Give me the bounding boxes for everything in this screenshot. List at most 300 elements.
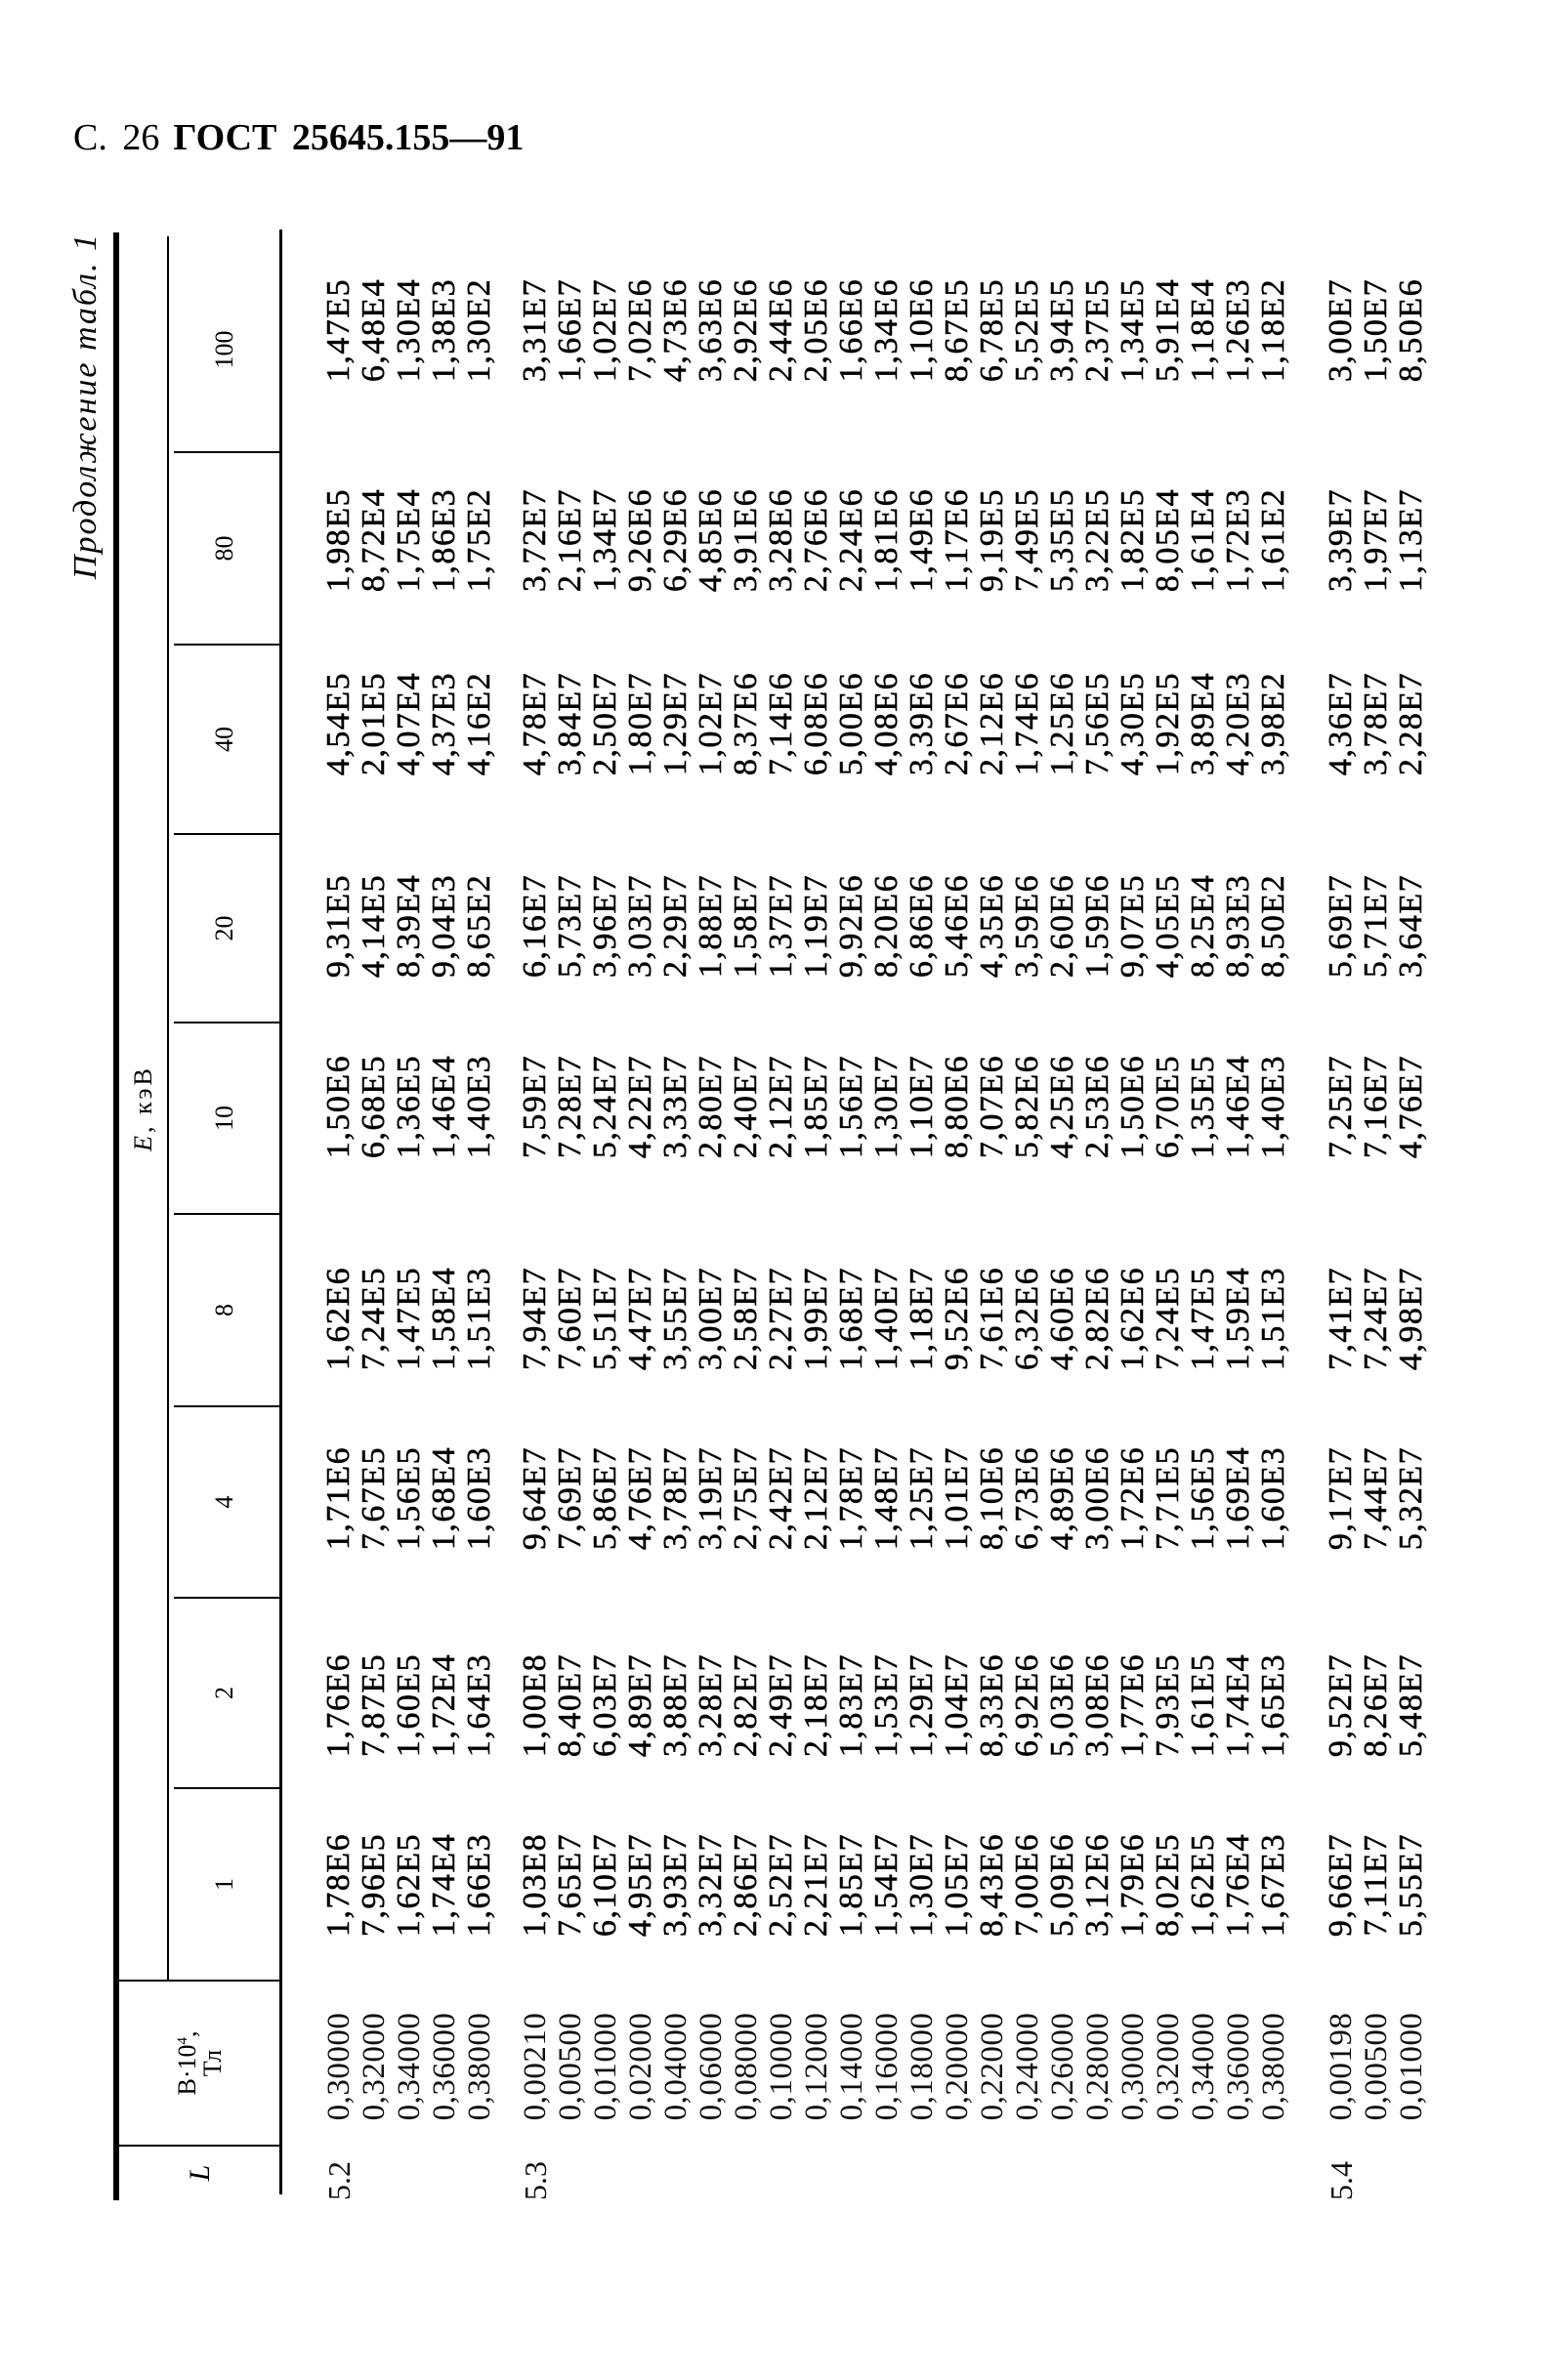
cell-e8: 1,47E5	[1185, 1266, 1221, 1371]
cell-e40: 4,78E7	[517, 671, 553, 776]
b-value: 0,04000	[658, 2012, 694, 2121]
cell-e40: 2,50E7	[587, 671, 623, 776]
b-value: 0,36000	[427, 2012, 462, 2121]
cell-e40: 4,54E5	[320, 671, 357, 776]
b-value: 0,24000	[1010, 2012, 1045, 2121]
b-value: 0,00500	[553, 2012, 588, 2121]
cell-e100: 1,38E3	[426, 277, 462, 383]
l-value: 5.4	[1324, 2161, 1359, 2200]
cell-e4: 4,76E7	[622, 1445, 658, 1551]
cell-e8: 1,59E4	[1220, 1266, 1256, 1371]
cell-e1: 1,62E5	[391, 1832, 427, 1938]
cell-e4: 6,73E6	[1009, 1445, 1045, 1551]
cell-e2: 5,48E7	[1393, 1652, 1429, 1758]
header-e8: 8	[210, 1304, 238, 1316]
cell-e10: 7,07E6	[974, 1054, 1010, 1159]
cell-e8: 7,41E7	[1323, 1266, 1359, 1371]
cell-e8: 4,47E7	[622, 1266, 658, 1371]
cell-e1: 1,79E6	[1115, 1832, 1151, 1938]
b-value: 0,00500	[1359, 2012, 1394, 2121]
cell-e100: 2,05E6	[798, 277, 834, 383]
cell-e10: 5,82E6	[1009, 1054, 1045, 1159]
cell-e20: 4,35E6	[974, 873, 1010, 979]
cell-e2: 3,08E6	[1079, 1652, 1116, 1758]
header-e100: 100	[210, 330, 238, 369]
cell-e2: 1,53E7	[868, 1652, 905, 1758]
cell-e10: 1,10E7	[904, 1054, 940, 1159]
cell-e20: 1,88E7	[693, 873, 729, 979]
b-value: 0,38000	[1256, 2012, 1291, 2121]
cell-e20: 8,50E2	[1255, 873, 1291, 979]
cell-e4: 1,71E6	[320, 1445, 357, 1551]
cell-e40: 6,08E6	[798, 671, 834, 776]
table-row	[1010, 232, 1045, 2200]
cell-e80: 8,05E4	[1150, 487, 1186, 593]
row-group-l-5-3	[518, 232, 1291, 2200]
cell-e80: 1,81E6	[868, 487, 905, 593]
cell-e2: 1,74E4	[1220, 1652, 1256, 1758]
cell-e4: 1,69E4	[1220, 1445, 1256, 1551]
table-row	[975, 232, 1010, 2200]
table-row	[729, 232, 764, 2200]
table-row	[321, 232, 357, 2200]
cell-e4: 1,56E5	[1185, 1445, 1221, 1551]
cell-e100: 6,78E5	[974, 277, 1010, 383]
cell-e2: 3,28E7	[693, 1652, 729, 1758]
cell-e1: 1,66E3	[461, 1832, 497, 1938]
cell-e2: 8,26E7	[1358, 1652, 1394, 1758]
cell-e10: 1,50E6	[1115, 1054, 1151, 1159]
cell-e8: 2,82E6	[1079, 1266, 1116, 1371]
cell-e8: 1,62E6	[320, 1266, 357, 1371]
cell-e2: 1,72E4	[426, 1652, 462, 1758]
cell-e8: 1,62E6	[1115, 1266, 1151, 1371]
cell-e10: 4,76E7	[1393, 1054, 1429, 1159]
cell-e40: 1,74E6	[1009, 671, 1045, 776]
cell-e80: 6,29E6	[657, 487, 694, 593]
cell-e20: 8,65E2	[461, 873, 497, 979]
cell-e40: 1,29E7	[657, 671, 694, 776]
b-value: 0,28000	[1080, 2012, 1116, 2121]
l-value: 5.3	[518, 2161, 553, 2200]
table-row	[1359, 232, 1394, 2200]
cell-e20: 3,59E6	[1009, 873, 1045, 979]
cell-e80: 1,75E2	[461, 487, 497, 593]
cell-e100: 1,66E7	[552, 277, 588, 383]
l-value: 5.2	[321, 2161, 357, 2200]
cell-e40: 4,08E6	[868, 671, 905, 776]
cell-e2: 1,83E7	[833, 1652, 869, 1758]
cell-e40: 3,78E7	[1358, 671, 1394, 776]
cell-e2: 1,64E3	[461, 1652, 497, 1758]
document-code: ГОСТ 25645.155—91	[173, 117, 525, 158]
table-row	[764, 232, 799, 2200]
cell-e20: 2,29E7	[657, 873, 694, 979]
cell-e4: 7,69E7	[552, 1445, 588, 1551]
cell-e1: 8,43E6	[974, 1832, 1010, 1938]
cell-e1: 2,86E7	[728, 1832, 764, 1938]
cell-e1: 1,78E6	[320, 1832, 357, 1938]
cell-e80: 1,75E4	[391, 487, 427, 593]
cell-e4: 1,56E5	[391, 1445, 427, 1551]
cell-e40: 1,80E7	[622, 671, 658, 776]
cell-e20: 9,04E3	[426, 873, 462, 979]
cell-e80: 3,28E6	[763, 487, 799, 593]
cell-e10: 2,40E7	[728, 1054, 764, 1159]
cell-e4: 3,19E7	[693, 1445, 729, 1551]
page-number: С. 26	[73, 117, 160, 158]
b-value: 0,32000	[357, 2012, 392, 2121]
cell-e8: 2,58E7	[728, 1266, 764, 1371]
table-row	[1045, 232, 1080, 2200]
row-group-l-5-4	[1324, 232, 1429, 2200]
cell-e1: 1,76E4	[1220, 1832, 1256, 1938]
header-e40: 40	[210, 727, 238, 752]
cell-e80: 7,49E5	[1009, 487, 1045, 593]
cell-e4: 9,17E7	[1323, 1445, 1359, 1551]
cell-e20: 6,16E7	[517, 873, 553, 979]
cell-e80: 1,86E3	[426, 487, 462, 593]
cell-e1: 6,10E7	[587, 1832, 623, 1938]
table-row	[392, 232, 427, 2200]
b-value: 0,00198	[1324, 2012, 1359, 2121]
table-row	[1221, 232, 1256, 2200]
cell-e2: 3,88E7	[657, 1652, 694, 1758]
cell-e4: 4,89E6	[1044, 1445, 1080, 1551]
cell-e2: 5,03E6	[1044, 1652, 1080, 1758]
cell-e4: 2,75E7	[728, 1445, 764, 1551]
cell-e80: 1,61E4	[1185, 487, 1221, 593]
cell-e100: 3,63E6	[693, 277, 729, 383]
cell-e40: 1,92E5	[1150, 671, 1186, 776]
table-row	[1186, 232, 1221, 2200]
cell-e8: 1,40E7	[868, 1266, 905, 1371]
cell-e10: 4,25E6	[1044, 1054, 1080, 1159]
cell-e10: 1,36E5	[391, 1054, 427, 1159]
cell-e100: 2,37E5	[1079, 277, 1116, 383]
cell-e100: 3,00E7	[1323, 277, 1359, 383]
data-table	[67, 232, 1442, 2200]
cell-e10: 1,40E3	[461, 1054, 497, 1159]
cell-e20: 1,59E6	[1079, 873, 1116, 979]
header-e2: 2	[210, 1687, 238, 1699]
cell-e100: 1,18E4	[1185, 277, 1221, 383]
cell-e20: 4,05E5	[1150, 873, 1186, 979]
cell-e20: 5,73E7	[552, 873, 588, 979]
cell-e80: 3,72E7	[517, 487, 553, 593]
cell-e40: 7,56E5	[1079, 671, 1116, 776]
cell-e8: 4,98E7	[1393, 1266, 1429, 1371]
cell-e8: 5,51E7	[587, 1266, 623, 1371]
cell-e20: 9,92E6	[833, 873, 869, 979]
cell-e20: 5,46E6	[939, 873, 975, 979]
table-row	[1256, 232, 1291, 2200]
cell-e8: 9,52E6	[939, 1266, 975, 1371]
cell-e4: 7,44E7	[1358, 1445, 1394, 1551]
cell-e4: 5,86E7	[587, 1445, 623, 1551]
cell-e100: 1,34E5	[1115, 277, 1151, 383]
b-value: 0,22000	[975, 2012, 1010, 2121]
cell-e8: 7,24E7	[1358, 1266, 1394, 1371]
cell-e80: 1,97E7	[1358, 487, 1394, 593]
b-value: 0,34000	[1186, 2012, 1221, 2121]
cell-e10: 1,56E7	[833, 1054, 869, 1159]
cell-e10: 7,16E7	[1358, 1054, 1394, 1159]
cell-e20: 3,64E7	[1393, 873, 1429, 979]
cell-e8: 1,99E7	[798, 1266, 834, 1371]
cell-e4: 5,32E7	[1393, 1445, 1429, 1551]
cell-e20: 1,58E7	[728, 873, 764, 979]
cell-e8: 1,51E3	[461, 1266, 497, 1371]
cell-e1: 7,96E5	[356, 1832, 392, 1938]
cell-e100: 3,31E7	[517, 277, 553, 383]
cell-e1: 3,32E7	[693, 1832, 729, 1938]
cell-e20: 1,37E7	[763, 873, 799, 979]
cell-e1: 1,03E8	[517, 1832, 553, 1938]
cell-e80: 3,91E6	[728, 487, 764, 593]
cell-e4: 1,48E7	[868, 1445, 905, 1551]
cell-e10: 4,22E7	[622, 1054, 658, 1159]
energy-unit: , кэВ	[129, 1065, 157, 1133]
cell-e1: 7,65E7	[552, 1832, 588, 1938]
cell-e100: 7,02E6	[622, 277, 658, 383]
b-value: 0,01000	[588, 2012, 623, 2121]
cell-e1: 8,02E5	[1150, 1832, 1186, 1938]
cell-e2: 1,76E6	[320, 1652, 357, 1758]
cell-e2: 2,82E7	[728, 1652, 764, 1758]
cell-e2: 8,33E6	[974, 1652, 1010, 1758]
b-value: 0,38000	[462, 2012, 497, 2121]
b-value: 0,12000	[799, 2012, 834, 2121]
cell-e1: 1,05E7	[939, 1832, 975, 1938]
cell-e8: 1,18E7	[904, 1266, 940, 1371]
cell-e20: 9,07E5	[1115, 873, 1151, 979]
cell-e2: 4,89E7	[622, 1652, 658, 1758]
table-row	[940, 232, 975, 2200]
cell-e80: 2,24E6	[833, 487, 869, 593]
cell-e80: 2,16E7	[552, 487, 588, 593]
cell-e100: 1,30E2	[461, 277, 497, 383]
cell-e4: 7,67E5	[356, 1445, 392, 1551]
cell-e10: 6,68E5	[356, 1054, 392, 1159]
table-row	[623, 232, 658, 2200]
cell-e1: 1,62E5	[1185, 1832, 1221, 1938]
cell-e20: 8,20E6	[868, 873, 905, 979]
cell-e40: 7,14E6	[763, 671, 799, 776]
cell-e80: 8,72E4	[356, 487, 392, 593]
cell-e1: 5,09E6	[1044, 1832, 1080, 1938]
cell-e40: 4,07E4	[391, 671, 427, 776]
cell-e20: 5,69E7	[1323, 873, 1359, 979]
cell-e40: 4,16E2	[461, 671, 497, 776]
cell-e40: 1,25E6	[1044, 671, 1080, 776]
row-group-l-5-2	[321, 232, 497, 2200]
cell-e8: 1,47E5	[391, 1266, 427, 1371]
cell-e1: 1,85E7	[833, 1832, 869, 1938]
cell-e2: 2,18E7	[798, 1652, 834, 1758]
header-b	[119, 1981, 281, 2146]
cell-e4: 3,78E7	[657, 1445, 694, 1551]
cell-e10: 1,46E4	[426, 1054, 462, 1159]
header-e1: 1	[210, 1878, 238, 1891]
cell-e4: 9,64E7	[517, 1445, 553, 1551]
b-value: 0,34000	[392, 2012, 427, 2121]
cell-e2: 1,61E5	[1185, 1652, 1221, 1758]
cell-e80: 1,98E5	[320, 487, 357, 593]
header-b-unit: Тл	[198, 2049, 227, 2077]
cell-e2: 2,49E7	[763, 1652, 799, 1758]
cell-e20: 8,25E4	[1185, 873, 1221, 979]
cell-e100: 1,30E4	[391, 277, 427, 383]
b-value: 0,36000	[1221, 2012, 1256, 2121]
cell-e1: 2,52E7	[763, 1832, 799, 1938]
cell-e80: 9,19E5	[974, 487, 1010, 593]
cell-e2: 8,40E7	[552, 1652, 588, 1758]
cell-e80: 1,34E7	[587, 487, 623, 593]
b-value: 0,00210	[518, 2012, 553, 2121]
cell-e40: 1,02E7	[693, 671, 729, 776]
b-value: 0,30000	[1116, 2012, 1151, 2121]
cell-e80: 2,76E6	[798, 487, 834, 593]
cell-e4: 2,42E7	[763, 1445, 799, 1551]
cell-e40: 4,36E7	[1323, 671, 1359, 776]
cell-e20: 3,96E7	[587, 873, 623, 979]
cell-e4: 1,01E7	[939, 1445, 975, 1551]
cell-e1: 9,66E7	[1323, 1832, 1359, 1938]
cell-e20: 9,31E5	[320, 873, 357, 979]
cell-e40: 2,28E7	[1393, 671, 1429, 776]
cell-e100: 8,67E5	[939, 277, 975, 383]
cell-e1: 3,93E7	[657, 1832, 694, 1938]
cell-e100: 1,02E7	[587, 277, 623, 383]
cell-e20: 6,86E6	[904, 873, 940, 979]
cell-e100: 1,47E5	[320, 277, 357, 383]
cell-e2: 1,00E8	[517, 1652, 553, 1758]
cell-e100: 4,73E6	[657, 277, 694, 383]
cell-e10: 1,30E7	[868, 1054, 905, 1159]
cell-e40: 2,12E6	[974, 671, 1010, 776]
cell-e20: 5,71E7	[1358, 873, 1394, 979]
b-value: 0,32000	[1151, 2012, 1186, 2121]
cell-e10: 5,24E7	[587, 1054, 623, 1159]
cell-e10: 3,33E7	[657, 1054, 694, 1159]
cell-e10: 1,46E4	[1220, 1054, 1256, 1159]
cell-e4: 1,60E3	[1255, 1445, 1291, 1551]
cell-e100: 1,50E7	[1358, 277, 1394, 383]
cell-e100: 1,18E2	[1255, 277, 1291, 383]
cell-e100: 5,91E4	[1150, 277, 1186, 383]
cell-e40: 2,01E5	[356, 671, 392, 776]
cell-e1: 5,55E7	[1393, 1832, 1429, 1938]
cell-e4: 7,71E5	[1150, 1445, 1186, 1551]
cell-e4: 1,60E3	[461, 1445, 497, 1551]
table-row	[518, 232, 553, 2200]
cell-e1: 7,00E6	[1009, 1832, 1045, 1938]
cell-e1: 7,11E7	[1358, 1833, 1394, 1937]
table-row	[1394, 232, 1429, 2200]
cell-e40: 4,20E3	[1220, 671, 1256, 776]
cell-e80: 1,82E5	[1115, 487, 1151, 593]
table-row	[588, 232, 623, 2200]
cell-e20: 8,93E3	[1220, 873, 1256, 979]
cell-e10: 7,28E7	[552, 1054, 588, 1159]
cell-e100: 8,50E6	[1393, 277, 1429, 383]
cell-e1: 4,95E7	[622, 1832, 658, 1938]
page-header	[73, 117, 524, 158]
cell-e4: 2,12E7	[798, 1445, 834, 1551]
table-row	[1151, 232, 1186, 2200]
header-l: L	[184, 2164, 216, 2182]
cell-e100: 2,44E6	[763, 277, 799, 383]
cell-e8: 1,68E7	[833, 1266, 869, 1371]
b-value: 0,30000	[321, 2012, 357, 2121]
b-value: 0,20000	[940, 2012, 975, 2121]
cell-e100: 1,10E6	[904, 277, 940, 383]
table-row	[553, 232, 588, 2200]
cell-e8: 2,27E7	[763, 1266, 799, 1371]
cell-e80: 1,13E7	[1393, 487, 1429, 593]
table-row	[869, 232, 905, 2200]
cell-e2: 7,87E5	[356, 1652, 392, 1758]
cell-e4: 1,78E7	[833, 1445, 869, 1551]
cell-e4: 1,25E7	[904, 1445, 940, 1551]
cell-e10: 2,53E6	[1079, 1054, 1116, 1159]
cell-e2: 1,04E7	[939, 1652, 975, 1758]
cell-e4: 3,00E6	[1079, 1445, 1116, 1551]
cell-e80: 5,35E5	[1044, 487, 1080, 593]
b-value: 0,06000	[694, 2012, 729, 2121]
cell-e8: 7,24E5	[1150, 1266, 1186, 1371]
header-b-base: B·10	[173, 2044, 201, 2096]
table-continuation-caption: Продолжение табл. 1	[67, 232, 104, 580]
cell-e10: 6,70E5	[1150, 1054, 1186, 1159]
b-value: 0,10000	[764, 2012, 799, 2121]
header-e80: 80	[210, 535, 238, 562]
cell-e10: 7,25E7	[1323, 1054, 1359, 1159]
cell-e80: 9,26E6	[622, 487, 658, 593]
header-b-suffix: ,	[173, 2030, 201, 2037]
cell-e8: 4,60E6	[1044, 1266, 1080, 1371]
cell-e40: 3,98E2	[1255, 671, 1291, 776]
cell-e80: 4,85E6	[693, 487, 729, 593]
table-row	[462, 232, 497, 2200]
table-row	[799, 232, 834, 2200]
table-row	[427, 232, 462, 2200]
cell-e2: 6,92E6	[1009, 1652, 1045, 1758]
cell-e2: 1,60E5	[391, 1652, 427, 1758]
b-value: 0,01000	[1394, 2012, 1429, 2121]
cell-e40: 4,30E5	[1115, 671, 1151, 776]
table-row	[658, 232, 694, 2200]
cell-e80: 1,72E3	[1220, 487, 1256, 593]
cell-e8: 7,94E7	[517, 1266, 553, 1371]
header-e4: 4	[210, 1495, 238, 1509]
cell-e80: 3,39E7	[1323, 487, 1359, 593]
cell-e100: 2,92E6	[728, 277, 764, 383]
cell-e20: 2,60E6	[1044, 873, 1080, 979]
cell-e8: 7,61E6	[974, 1266, 1010, 1371]
cell-e8: 7,24E5	[356, 1266, 392, 1371]
cell-e8: 1,51E3	[1255, 1266, 1291, 1371]
table-row	[357, 232, 392, 2200]
cell-e10: 2,12E7	[763, 1054, 799, 1159]
cell-e40: 4,37E3	[426, 671, 462, 776]
b-value: 0,14000	[834, 2012, 869, 2121]
cell-e8: 7,60E7	[552, 1266, 588, 1371]
cell-e10: 1,50E6	[320, 1054, 357, 1159]
cell-e8: 3,00E7	[693, 1266, 729, 1371]
cell-e1: 3,12E6	[1079, 1832, 1116, 1938]
